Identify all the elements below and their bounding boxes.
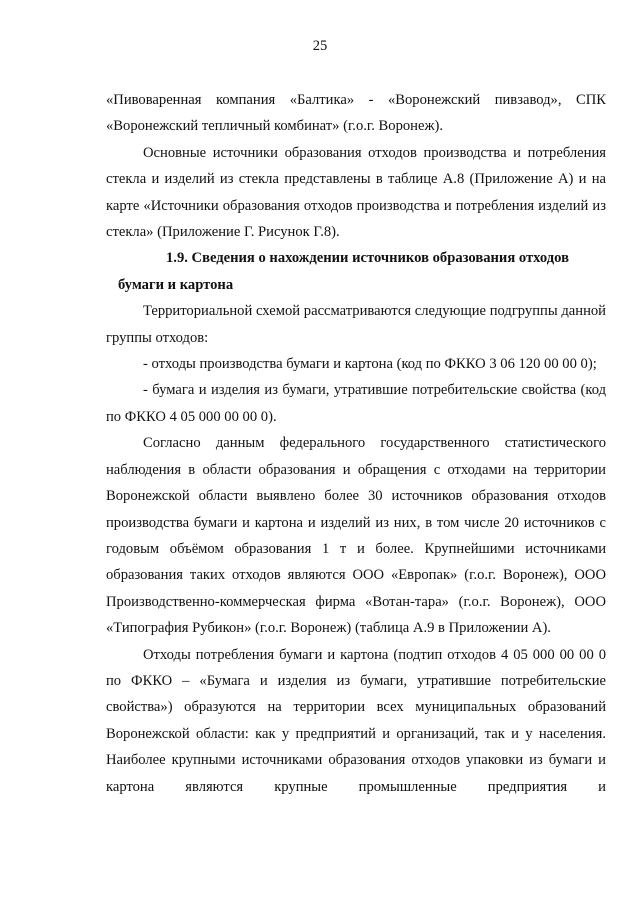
list-item-paper-consumption: - бумага и изделия из бумаги, утратившие потребительские свойства (код по ФККО 4 05 000 00 00 0).: [106, 382, 606, 425]
section-heading-line1: 1.9. Сведения о нахождении источников образования отходов: [166, 250, 569, 267]
paragraph-glass-sources: Основные источники образования отходов производства и потребления стекла и изделий из стекла представлены в таблице А.8 (Приложение А) и на карте «Источники образования отходов производства и потребления изделий из стекла» (Приложение Г. Рисунок Г.8).: [106, 144, 606, 241]
section-heading-line2: бумаги и картона: [118, 276, 234, 293]
page-number: 25: [312, 38, 328, 54]
paragraph-continuation: «Пивоваренная компания «Балтика» - «Воронежский пивзавод», СПК «Воронежский тепличный комбинат» (г.о.г. Воронеж).: [106, 92, 606, 135]
section-heading: [106, 245, 606, 298]
list-item-paper-production: - отходы производства бумаги и картона (код по ФККО 3 06 120 00 00 0);: [143, 356, 597, 373]
paragraph-consumption-waste: Отходы потребления бумаги и картона (подтип отходов 4 05 000 00 00 0 по ФККО – «Бумага и изделия из бумаги, утратившие потребительские свойства») образуются на территории всех муниципальных образований Воронежской области: как у предприятий и организаций, так и у населения. Наиболее крупными источниками образования отходов упаковки из бумаги и картона являются крупные промышленные предприятия и: [106, 646, 606, 795]
paragraph-subgroups: Территориальной схемой рассматриваются следующие подгруппы данной группы отходов:: [106, 303, 606, 346]
document-body: [106, 87, 606, 800]
paragraph-statistics: Согласно данным федерального государственного статистического наблюдения в области образования и обращения с отходами на территории Воронежской области выявлено более 30 источников образования отходов производства бумаги и картона и изделий из них, в том числе 20 источников с годовым объёмом образования 1 т и более. Крупнейшими источниками образования таких отходов являются ООО «Европак» (г.о.г. Воронеж), ООО Производственно-коммерческая фирма «Вотан-тара» (г.о.г. Воронеж), ООО «Типография Рубикон» (г.о.г. Воронеж) (таблица А.9 в Приложении А).: [106, 435, 606, 637]
